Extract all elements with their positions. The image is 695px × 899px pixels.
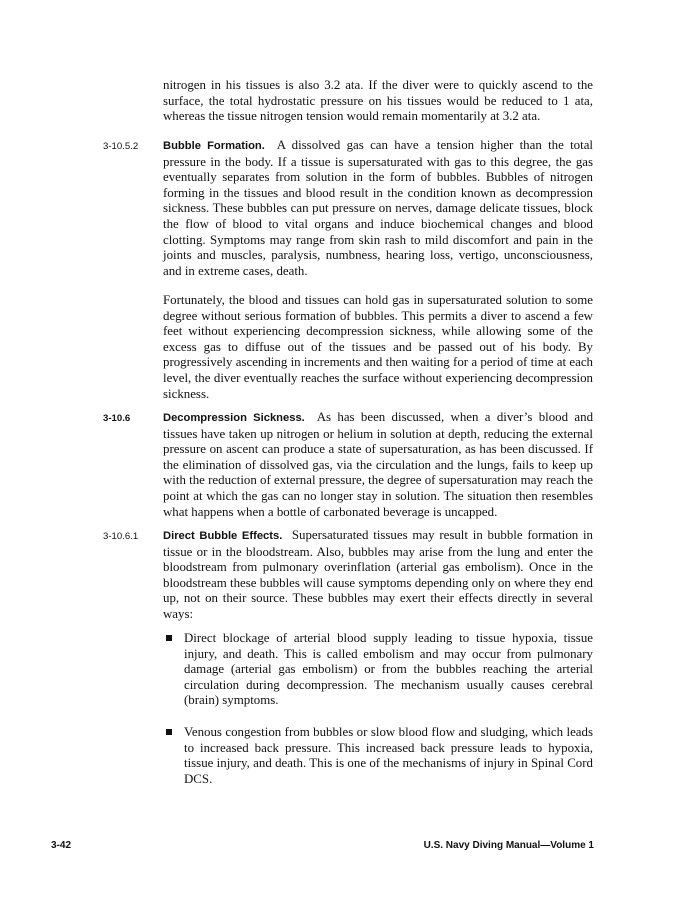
decompression-sickness-text: As has been discussed, when a diver’s blood and tissues have taken up nitrogen or helium in solution at depth, reducing the external pressure on ascent can produce a state of supersaturation, as has been discussed. If the elimination of dissolved gas, via the circulation and the lungs, fails to keep up with the reduction of external pressure, the degree of supersaturation may reach the point at which the gas can no longer stay in solution. The situation then resembles what happens when a bottle of carbonated beverage is uncapped. <box>163 410 594 519</box>
square-bullet-icon <box>166 635 172 641</box>
direct-bubble-effects-text: Supersaturated tissues may result in bubble formation in tissue or in the bloodstream. Also, bubbles may arise from the lung and enter the bloodstream from pulmonary overinflation (arterial gas embolism). Once in the bloodstream these bubbles will cause symptoms depending only on where they end up, not on their source. These bubbles may exert their effects directly in several ways: <box>163 528 593 621</box>
section-direct-bubble-effects <box>163 528 593 623</box>
manual-title: U.S. Navy Diving Manual—Volume 1 <box>423 840 594 851</box>
section-bubble-formation <box>163 138 593 279</box>
decompression-sickness-heading: Decompression Sickness. <box>163 412 305 424</box>
bubble-formation-paragraph-2-block <box>163 293 593 402</box>
bubble-formation-paragraph-2: Fortunately, the blood and tissues can hold gas in supersaturated solution to some degree without serious formation of bubbles. This permits a diver to ascend a few feet without experiencing decompression sickness, while allowing some of the excess gas to diffuse out of the tissues and be passed out of his body. By progressively ascending in increments and then waiting for a period of time at each level, the diver eventually reaches the surface without experiencing decompression sickness. <box>163 293 593 401</box>
bullet-text: Direct blockage of arterial blood supply leading to tissue hypoxia, tissue injury, and death. This is called embolism and may occur from pulmonary damage (arterial gas embolism) or from the bubbles reaching the arterial circulation during decompression. The mechanism usually causes cerebral (brain) symptoms. <box>184 631 593 708</box>
direct-bubble-effects-heading: Direct Bubble Effects. <box>163 530 283 542</box>
section-number-direct-bubble-effects: 3-10.6.1 <box>103 531 139 542</box>
continuation-paragraph <box>163 78 593 125</box>
bullet-text: Venous congestion from bubbles or slow blood flow and sludging, which leads to increased back pressure. This increased back pressure leads to hypoxia, tissue injury, and death. This is one of the mechanisms of injury in Spinal Cord DCS. <box>184 724 593 786</box>
section-decompression-sickness <box>163 410 593 520</box>
bubble-formation-heading: Bubble Formation. <box>163 140 265 152</box>
bubble-formation-text: A dissolved gas can have a tension higher than the total pressure in the body. If a tissue is supersaturated with gas to this degree, the gas eventually separates from solution in the form of bubbles. Bubbles of nitrogen forming in the tissues and blood result in the condition known as decompression sickness. These bubbles can put pressure on nerves, damage delicate tissues, block the flow of blood to vital organs and induce biochemical changes and blood clotting. Symptoms may range from skin rash to mild discomfort and pain in the joints and muscles, paralysis, numbness, hearing loss, vertigo, unconsciousness, and in extreme cases, death. <box>163 138 594 278</box>
continuation-text: nitrogen in his tissues is also 3.2 ata. If the diver were to quickly ascend to the surface, the total hydrostatic pressure on his tissues would be reduced to 1 ata, whereas the tissue nitrogen tension would remain momentarily at 3.2 ata. <box>163 78 593 124</box>
decompression-sickness-paragraph <box>163 410 593 520</box>
section-number-bubble-formation: 3-10.5.2 <box>103 141 139 152</box>
list-item <box>163 725 593 787</box>
section-number-decompression-sickness: 3-10.6 <box>103 413 131 424</box>
page-number: 3-42 <box>51 840 72 851</box>
direct-bubble-effects-paragraph <box>163 528 593 623</box>
square-bullet-icon <box>166 729 172 735</box>
list-item <box>163 631 593 709</box>
bubble-formation-paragraph-1 <box>163 138 593 279</box>
bubble-effects-bullet-list <box>163 631 593 787</box>
